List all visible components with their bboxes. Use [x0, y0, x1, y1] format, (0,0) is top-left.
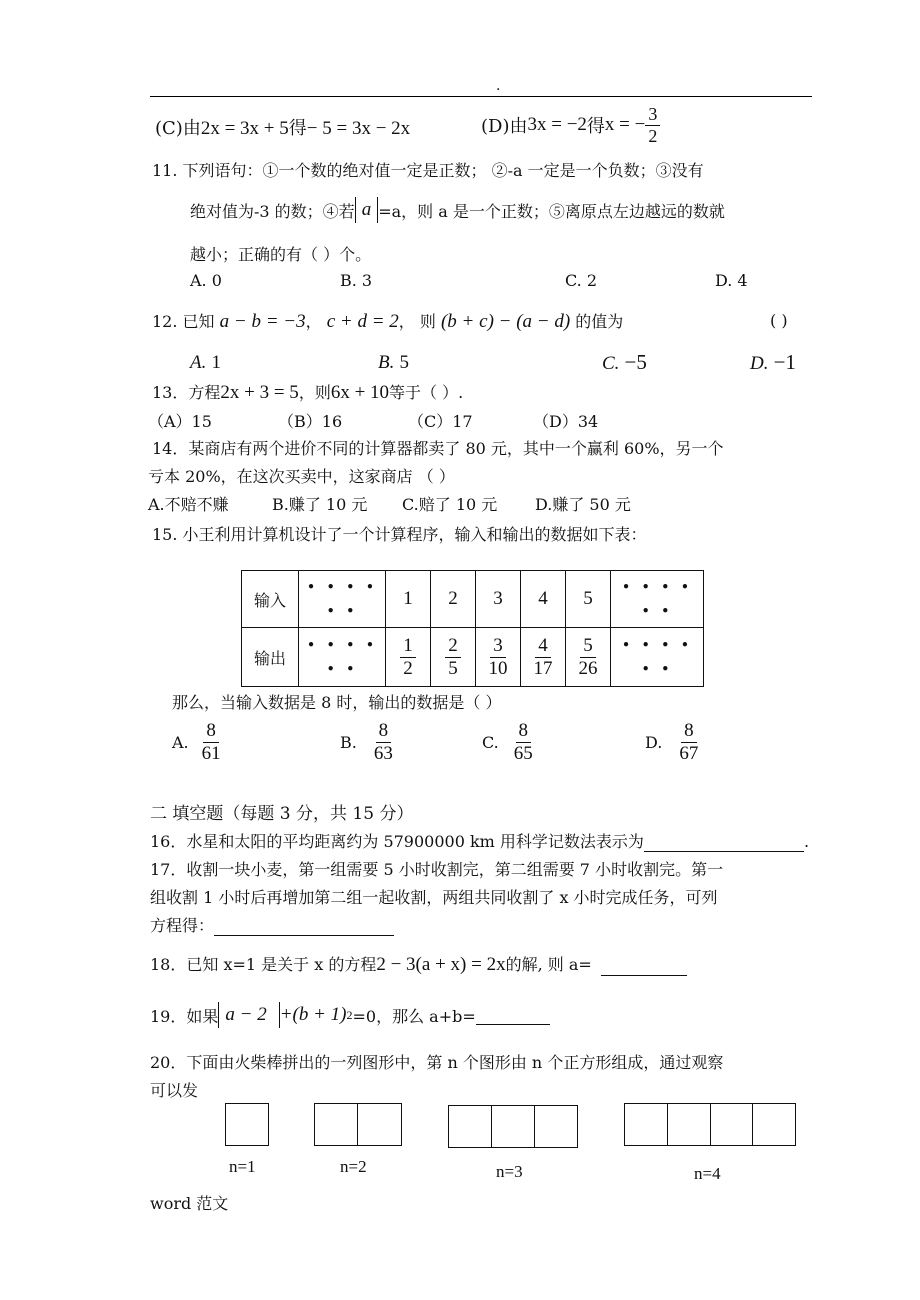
- output-den: 2: [403, 657, 413, 679]
- q16-text: 16．水星和太阳的平均距离约为 57900000 km 用科学记数法表示为: [150, 832, 644, 851]
- q10-d-num: 3: [645, 104, 660, 126]
- q17-answer-blank[interactable]: [214, 917, 394, 936]
- io-output-cell: [386, 628, 431, 687]
- q17-line3-text: 方程得：: [150, 916, 215, 935]
- q11-line1: 11. 下列语句：①一个数的绝对值一定是正数； ②-a 一定是一个负数；③没有: [152, 161, 704, 180]
- figure-label-2: n=2: [340, 1157, 367, 1176]
- q15-question: 那么，当输入数据是 8 时，输出的数据是（ ）: [172, 693, 502, 712]
- output-den: 26: [578, 657, 598, 679]
- footer-text: word 范文: [150, 1194, 229, 1213]
- divider: [752, 1104, 753, 1145]
- figure-label-3: n=3: [496, 1162, 523, 1181]
- q12-option-b-value: 5: [399, 352, 409, 373]
- dots-bottom: • •: [641, 602, 673, 620]
- q10-d-eq2: x = −: [604, 114, 646, 135]
- q15-option-d-den: 67: [679, 742, 699, 764]
- q12-comma1: ，: [305, 312, 322, 331]
- matchstick-figure-3: [448, 1105, 578, 1148]
- q15-option-b-den: 63: [373, 742, 393, 764]
- q11-line2: [190, 197, 725, 223]
- divider: [491, 1106, 492, 1147]
- q14-line1: 14．某商店有两个进价不同的计算器都卖了 80 元，其中一个赢利 60%，另一个: [152, 439, 724, 458]
- q15-option-c-label: C.: [482, 732, 499, 752]
- output-num: 1: [400, 635, 416, 658]
- q18-answer-blank[interactable]: [601, 957, 687, 976]
- q10-option-c: [155, 114, 410, 140]
- q15-option-b-frac: [371, 720, 396, 765]
- q20-line2: 可以发: [150, 1081, 199, 1100]
- output-den: 5: [448, 657, 458, 679]
- io-input-cell: 2: [431, 571, 476, 628]
- q12-expr1: a − b = −3: [219, 311, 306, 332]
- dots-top: • • • •: [621, 636, 693, 654]
- dots-bottom: • •: [641, 660, 673, 678]
- q19-answer-blank[interactable]: [476, 1006, 550, 1025]
- q13-stem-b: ，则: [298, 383, 331, 402]
- q15-option-a: [172, 714, 224, 770]
- q10-d-fraction: [645, 104, 660, 146]
- q11-option-d: D. 4: [715, 271, 748, 290]
- q15-option-a-num: 8: [203, 720, 219, 743]
- q13-stem-c: 等于（ ）.: [389, 383, 464, 402]
- q12-expr2: c + d = 2: [326, 311, 399, 332]
- q14-option-a: A.不赔不赚: [148, 495, 229, 514]
- figure-label-1: n=1: [229, 1157, 256, 1176]
- q14-option-d: D.赚了 50 元: [535, 495, 631, 514]
- q15-option-c-num: 8: [516, 720, 532, 743]
- q16-end: .: [803, 832, 810, 851]
- header-dot: .: [496, 78, 501, 94]
- q19-line: [150, 1002, 550, 1028]
- q12-option-a: [190, 352, 221, 374]
- q19-stem-b: =0，那么 a+b=: [352, 1006, 476, 1026]
- q11-line2-b: =a，则 a 是一个正数；⑤离原点左边越远的数就: [378, 201, 725, 221]
- q12-stem-a: 12. 已知: [152, 312, 215, 331]
- q11-option-c: C. 2: [565, 271, 598, 290]
- q12-option-c: [602, 350, 647, 375]
- q16-line: [150, 829, 809, 852]
- output-den: 10: [488, 657, 508, 679]
- q10-c-eq1: 2x = 3x + 5: [200, 118, 289, 139]
- q15-option-d-label: D.: [645, 732, 663, 752]
- output-fraction: [576, 635, 601, 680]
- matchstick-figure-4: [624, 1103, 796, 1146]
- output-num: 5: [580, 635, 596, 658]
- dots-bottom: • •: [326, 602, 358, 620]
- q15-option-d: [645, 714, 701, 770]
- io-output-cell: [476, 628, 521, 687]
- matchstick-figure-1: [225, 1103, 269, 1146]
- q19-sup: 2: [346, 1007, 353, 1022]
- q15-option-b: [340, 714, 396, 770]
- output-fraction: [531, 635, 556, 680]
- divider: [357, 1104, 358, 1145]
- q15-option-c-den: 65: [513, 742, 533, 764]
- q11-line2-a: 绝对值为-3 的数；④若: [190, 201, 355, 221]
- q15-option-a-den: 61: [201, 742, 221, 764]
- q10-d-label: (D)由: [481, 116, 528, 137]
- output-num: 2: [445, 635, 461, 658]
- q18-stem-b: 的解, 则 a=: [505, 955, 592, 974]
- q14-option-b: B.赚了 10 元: [272, 495, 368, 514]
- io-input-cell: 5: [566, 571, 611, 628]
- io-input-dots-left: [299, 571, 386, 628]
- io-input-cell: 1: [386, 571, 431, 628]
- q10-c-mid: 得: [288, 118, 307, 139]
- q17-line2: 组收割 1 小时后再增加第二组一起收割，两组共同收割了 x 小时完成任务，可列: [150, 888, 718, 907]
- q11-abs-a: a: [355, 197, 379, 223]
- q20-line1: 20．下面由火柴棒拼出的一列图形中，第 n 个图形由 n 个正方形组成，通过观察: [150, 1053, 724, 1072]
- q10-c-label: (C)由: [155, 118, 201, 139]
- q11-option-b: B. 3: [340, 271, 373, 290]
- q15-stem: 15. 小王利用计算机设计了一个计算程序，输入和输出的数据如下表：: [152, 525, 647, 544]
- q12-expr3: (b + c) − (a − d): [440, 311, 571, 332]
- q19-expr: +(b + 1): [279, 1004, 347, 1025]
- q12-option-a-label: A.: [190, 352, 207, 373]
- q13-stem-a: 13．方程: [152, 383, 221, 402]
- q15-option-d-num: 8: [681, 720, 697, 743]
- q13-expr1: 2x + 3 = 5: [220, 382, 299, 403]
- io-input-label: 输入: [242, 571, 299, 628]
- q12-option-d-label: D.: [750, 353, 769, 374]
- q12-option-b: [378, 352, 409, 374]
- io-table: [241, 570, 704, 687]
- q12-option-c-value: −5: [624, 350, 647, 374]
- q13-stem: [152, 380, 463, 404]
- divider: [534, 1106, 535, 1147]
- output-fraction: [445, 635, 461, 680]
- q10-d-mid: 得: [586, 116, 605, 137]
- q13-option-b: （B）16: [278, 412, 343, 431]
- io-output-dots-left: [299, 628, 386, 687]
- dots-bottom: • •: [326, 660, 358, 678]
- q12-option-d: [750, 350, 796, 375]
- q13-option-d: （D）34: [533, 412, 599, 431]
- q19-abs-expr: a − 2: [218, 1002, 279, 1028]
- divider: [667, 1104, 668, 1145]
- q10-d-den: 2: [648, 125, 658, 146]
- q12-stem-b: 的值为: [575, 312, 624, 331]
- io-output-cell: [431, 628, 476, 687]
- q10-option-d: [481, 101, 660, 149]
- q15-option-c: [482, 714, 536, 770]
- io-input-cell: 3: [476, 571, 521, 628]
- section2-title: 二 填空题（每题 3 分，共 15 分）: [150, 804, 414, 824]
- io-input-dots-right: [611, 571, 704, 628]
- q13-option-a: （A）15: [148, 412, 212, 431]
- output-den: 17: [533, 657, 553, 679]
- q11-line3: 越小；正确的有（ ）个。: [190, 245, 372, 264]
- io-output-cell: [521, 628, 566, 687]
- output-num: 4: [535, 635, 551, 658]
- q12-option-c-label: C.: [602, 353, 620, 374]
- io-output-dots-right: [611, 628, 704, 687]
- q15-option-a-label: A.: [172, 732, 189, 752]
- divider: [710, 1104, 711, 1145]
- q15-option-c-frac: [511, 720, 536, 765]
- matchstick-figure-2: [314, 1103, 402, 1146]
- q19-stem-a: 19．如果: [150, 1006, 219, 1026]
- q15-option-b-label: B.: [340, 732, 357, 752]
- q15-option-a-frac: [199, 720, 224, 765]
- q15-option-b-num: 8: [376, 720, 392, 743]
- io-output-label: 输出: [242, 628, 299, 687]
- io-table-input-row: [242, 571, 704, 628]
- io-input-cell: 4: [521, 571, 566, 628]
- q10-d-eq1: 3x = −2: [527, 114, 587, 135]
- output-num: 3: [490, 635, 506, 658]
- q14-option-c: C.赔了 10 元: [402, 495, 498, 514]
- io-table-output-row: [242, 628, 704, 687]
- q11-option-a: A. 0: [190, 271, 222, 290]
- q13-expr2: 6x + 10: [330, 382, 390, 403]
- output-fraction: [486, 635, 511, 680]
- q17-line1: 17．收割一块小麦，第一组需要 5 小时收割完，第二组需要 7 小时收割完。第一: [150, 860, 724, 879]
- q10-c-eq2: − 5 = 3x − 2x: [306, 118, 411, 139]
- q13-option-c: （C）17: [408, 412, 473, 431]
- q12-stem: [152, 309, 623, 333]
- q18-line: [150, 952, 687, 976]
- dots-top: • • • •: [621, 578, 693, 596]
- q12-answer-paren: ( ): [770, 311, 788, 330]
- q18-stem-a: 18．已知 x=1 是关于 x 的方程: [150, 955, 377, 974]
- q17-line3: [150, 913, 394, 936]
- output-fraction: [400, 635, 416, 680]
- q15-option-d-frac: [676, 720, 701, 765]
- q12-option-d-value: −1: [773, 350, 796, 374]
- dots-top: • • • •: [306, 578, 378, 596]
- q16-answer-blank[interactable]: [644, 833, 804, 852]
- io-output-cell: [566, 628, 611, 687]
- q14-line2: 亏本 20%，在这次买卖中，这家商店 （ ）: [148, 467, 455, 486]
- dots-top: • • • •: [306, 636, 378, 654]
- q12-option-a-value: 1: [211, 352, 221, 373]
- figure-label-4: n=4: [694, 1164, 721, 1183]
- q12-option-b-label: B.: [378, 352, 395, 373]
- header-rule: [150, 96, 812, 97]
- q12-comma2: ， 则: [398, 312, 436, 331]
- q18-expr: 2 − 3(a + x) = 2x: [376, 954, 506, 975]
